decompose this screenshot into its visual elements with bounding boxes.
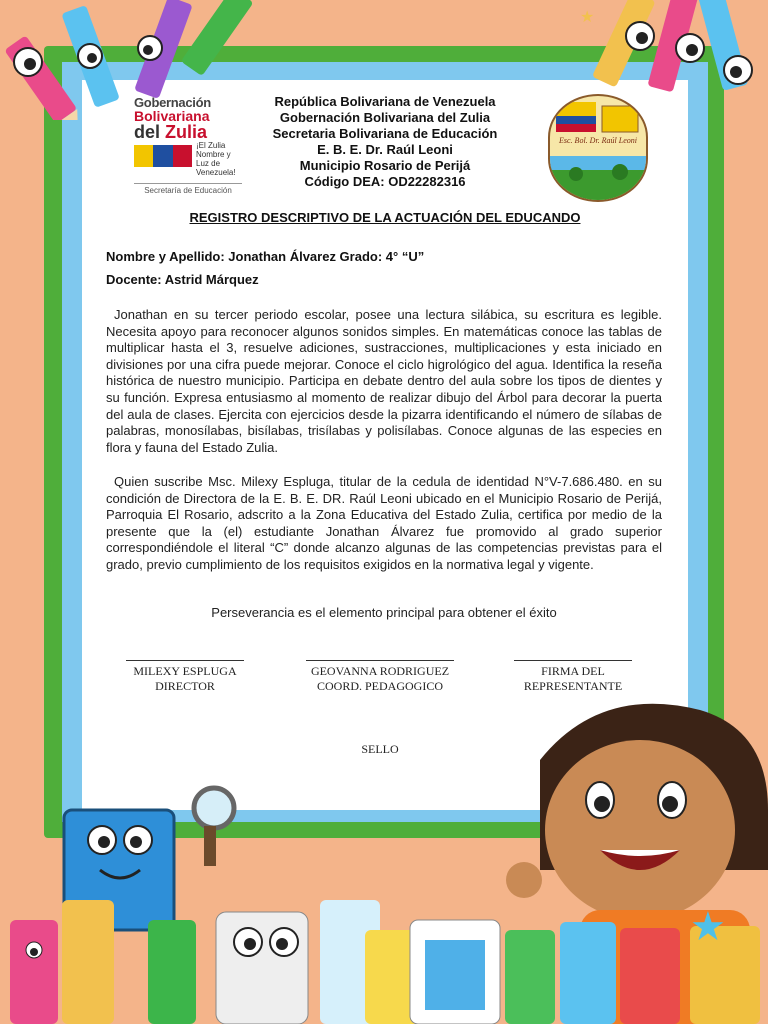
logo-slogan: ¡El Zulia Nombre y Luz de Venezuela!	[196, 141, 236, 177]
teacher-line: Docente: Astrid Márquez	[106, 272, 259, 287]
school-crest-icon	[550, 96, 646, 200]
motto-line: Perseverancia es el elemento principal para obtener el éxito	[211, 605, 557, 620]
bottom-decoration	[0, 690, 768, 1024]
signature-role: REPRESENTANTE	[523, 679, 623, 693]
logo-line1: Gobernación	[134, 95, 211, 110]
header-line2: Gobernación Bolivariana del Zulia	[279, 110, 491, 125]
certification-paragraph: Quien suscribe Msc. Milexy Espluga, titular de la cedula de identidad N°V-7.686.480. en su condición de Directora de la E. B. E. DR. Raúl Leoni ubicado en el Municipio Rosario de Perijá, Parroquia El Rosario, adscrito a la Zona Educativa del Estado Zulia, certifica por medio de la presente que la (el) estudiante Jonathan Álvarez fue promovido al grado superior correspondiéndole el literal “C” donde alcanzo algunas de las competencias previstas para el grado, previo cumplimiento de los requisitos exigidos en la normativa legal y vigente.	[106, 474, 662, 572]
stamp-label: SELLO	[361, 742, 399, 756]
signature-name: GEOVANNA RODRIGUEZ	[310, 664, 450, 678]
header-line5: Municipio Rosario de Perijá	[299, 158, 471, 173]
header-line1: República Bolivariana de Venezuela	[274, 94, 496, 109]
crest-motto: Esc. Bol. Dr. Raúl Leoni	[559, 136, 637, 145]
header-line6: Código DEA: OD22282316	[304, 174, 466, 189]
school-crest	[548, 94, 648, 202]
zulia-flag-icon	[134, 145, 192, 167]
descriptive-paragraph: Jonathan en su tercer periodo escolar, posee una lectura silábica, su escritura es legible. Necesita apoyo para reconocer algunos sonidos simples. En matemáticas conoce las tablas de multiplicar hasta el 3, resuelve adiciones, sustracciones, multiplicaciones y esta iniciado en divisiones por una cifra puede mejorar. Conoce el ciclo higrológico del agua. Identifica la reseña histórica de nuestro municipio. Participa en debate dentro del aula sobre los tipos de dientes y su función. Expresa entusiasmo al momento de realizar dibujo del Árbol para decorar la puerta del aula de clases. Ejercita con ejercicios desde la pizarra identificando el número de sílabas de palabras, monosílabas, bisílabas, trisílabas y polisílabas. Conoce algunas de las especies en flora y fauna del Estado Zulia.	[106, 307, 662, 455]
logo-line2: Bolivariana	[134, 108, 210, 124]
signature-director	[120, 660, 250, 694]
logo-department: Secretaría de Educación	[134, 183, 242, 195]
star-icon: ★	[690, 905, 726, 949]
magnifying-glass-icon	[194, 788, 234, 866]
gobernacion-logo	[134, 96, 242, 200]
signature-name: FIRMA DEL	[541, 664, 605, 678]
document-title: REGISTRO DESCRIPTIVO DE LA ACTUACIÓN DEL EDUCANDO	[189, 210, 581, 225]
signature-name: MILEXY ESPLUGA	[133, 664, 237, 678]
signature-role: DIRECTOR	[155, 679, 215, 693]
signature-coordinator	[300, 660, 460, 694]
student-line: Nombre y Apellido: Jonathan Álvarez Grado: 4° “U”	[106, 249, 425, 264]
signature-representative	[508, 660, 638, 694]
header-line3: Secretaria Bolivariana de Educación	[272, 126, 498, 141]
header-line4: E. B. E. Dr. Raúl Leoni	[317, 142, 453, 157]
signature-role: COORD. PEDAGOGICO	[316, 679, 443, 693]
logo-line3: del Zulia	[134, 122, 208, 142]
star-icon: ★	[580, 9, 595, 26]
institution-header	[240, 94, 530, 190]
